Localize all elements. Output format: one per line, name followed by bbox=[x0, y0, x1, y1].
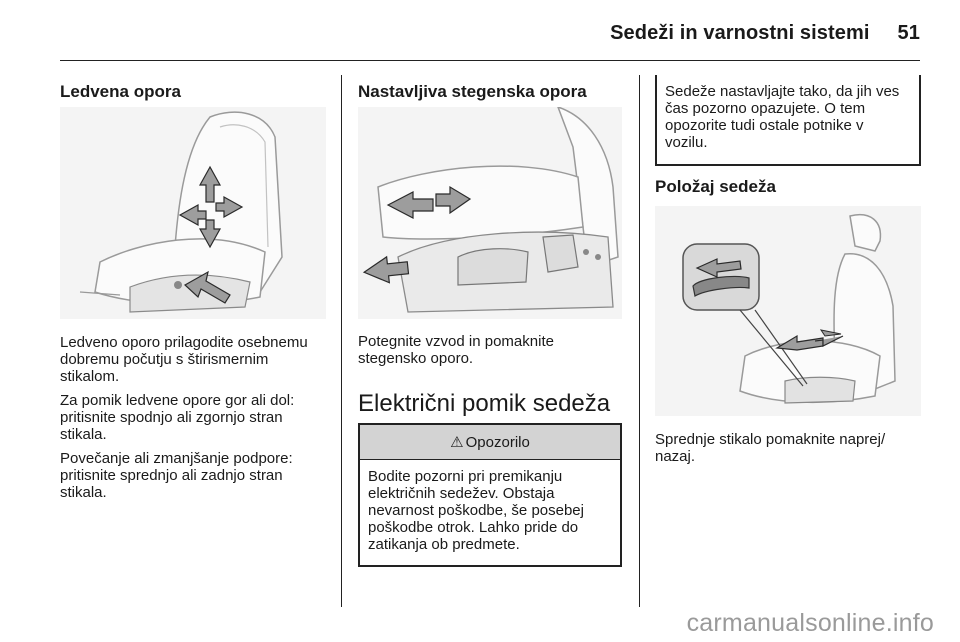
electric-seat-heading: Električni pomik sedeža bbox=[358, 390, 611, 417]
column-thigh bbox=[358, 75, 622, 103]
note-box bbox=[655, 75, 921, 166]
lumbar-text bbox=[60, 334, 326, 501]
watermark: carmanualsonline.info bbox=[686, 609, 934, 637]
seat-lumbar-icon bbox=[60, 107, 326, 319]
thigh-support-heading: Nastavljiva stegenska opora bbox=[358, 82, 587, 101]
column-seat-position bbox=[655, 176, 921, 198]
warning-title: Opozorilo bbox=[465, 433, 530, 451]
page-number: 51 bbox=[897, 22, 920, 44]
lumbar-paragraph-2: Za pomik ledvene opore gor ali dol: pritisnite spodnjo ali zgornjo stran stikala. bbox=[60, 392, 295, 443]
column-divider-1 bbox=[341, 75, 342, 607]
seat-thigh-icon bbox=[358, 107, 622, 319]
lumbar-paragraph-1: Ledveno oporo prilagodite osebnemu dobremu počutju s štirismernim stikalom. bbox=[60, 334, 308, 385]
warning-triangle-icon: ⚠ bbox=[450, 434, 464, 451]
seat-position-icon bbox=[655, 206, 921, 416]
header-title: Sedeži in varnostni sistemi bbox=[610, 22, 870, 44]
column-lumbar bbox=[60, 75, 326, 103]
thigh-paragraph: Potegnite vzvod in pomaknite stegensko oporo. bbox=[358, 333, 554, 367]
thigh-support-illustration bbox=[358, 107, 622, 319]
lumbar-heading: Ledvena opora bbox=[60, 82, 181, 101]
warning-box bbox=[358, 423, 622, 567]
seat-position-heading: Položaj sedeža bbox=[655, 177, 776, 196]
note-text: Sedeže nastavljajte tako, da jih ves čas pozorno opazujete. O tem opozorite tudi ostale potnike v vozilu. bbox=[665, 83, 900, 151]
lumbar-support-illustration bbox=[60, 107, 326, 319]
thigh-text bbox=[358, 333, 622, 419]
warning-header bbox=[360, 423, 620, 460]
header-rule bbox=[60, 60, 920, 61]
seat-position-text bbox=[655, 431, 921, 465]
seat-position-paragraph: Sprednje stikalo pomaknite naprej/ nazaj. bbox=[655, 431, 886, 465]
column-divider-2 bbox=[639, 75, 640, 607]
lumbar-paragraph-3: Povečanje ali zmanjšanje podpore: pritisnite sprednjo ali zadnjo stran stikala. bbox=[60, 450, 293, 501]
seat-position-illustration bbox=[655, 206, 921, 416]
warning-text: Bodite pozorni pri premikanju električnih sedežev. Obstaja nevarnost poškodbe, še posebej poškodbe otrok. Lahko pride do zatikanja ob predmete. bbox=[368, 468, 584, 553]
page-header bbox=[610, 22, 920, 45]
